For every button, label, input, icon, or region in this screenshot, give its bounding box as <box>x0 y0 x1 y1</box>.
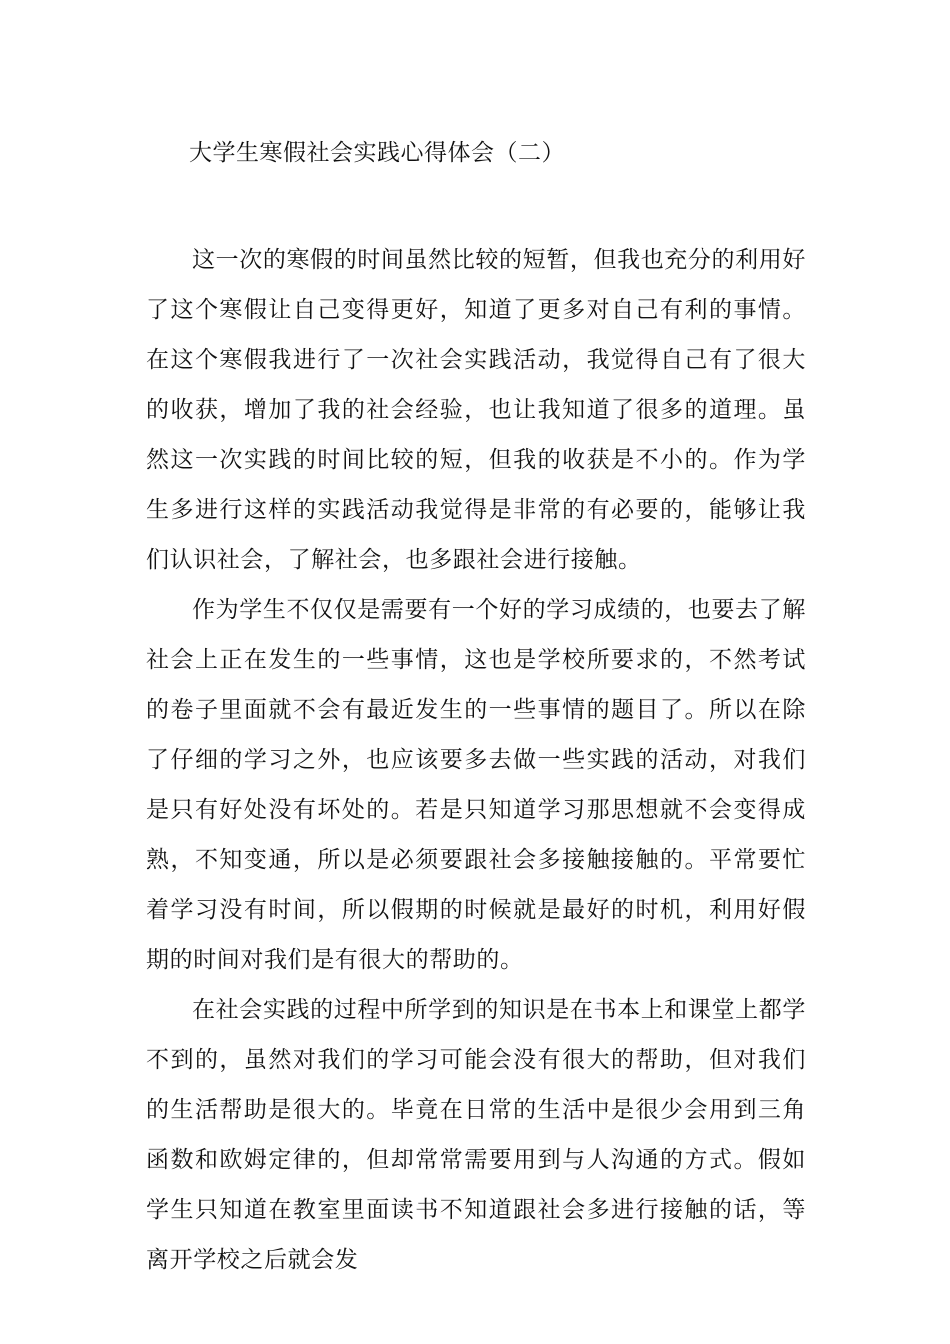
paragraph-3: 在社会实践的过程中所学到的知识是在书本上和课堂上都学不到的，虽然对我们的学习可能会没有很大的帮助，但对我们的生活帮助是很大的。毕竟在日常的生活中是很少会用到三角函数和欧姆定律的，但却常常需要用到与人沟通的方式。假如学生只知道在教室里面读书不知道跟社会多进行接触的话，等离开学校之后就会发 <box>146 997 806 1273</box>
document-title: 大学生寒假社会实践心得体会（二） <box>189 140 565 166</box>
paragraph-1: 这一次的寒假的时间虽然比较的短暂，但我也充分的利用好了这个寒假让自己变得更好，知道了更多对自己有利的事情。在这个寒假我进行了一次社会实践活动，我觉得自己有了很大的收获，增加了我的社会经验，也让我知道了很多的道理。虽然这一次实践的时间比较的短，但我的收获是不小的。作为学生多进行这样的实践活动我觉得是非常的有必要的，能够让我们认识社会，了解社会，也多跟社会进行接触。 <box>146 247 806 573</box>
document-body <box>146 235 806 1285</box>
paragraph-2: 作为学生不仅仅是需要有一个好的学习成绩的，也要去了解社会上正在发生的一些事情，这也是学校所要求的，不然考试的卷子里面就不会有最近发生的一些事情的题目了。所以在除了仔细的学习之外，也应该要多去做一些实践的活动，对我们是只有好处没有坏处的。若是只知道学习那思想就不会变得成熟，不知变通，所以是必须要跟社会多接触接触的。平常要忙着学习没有时间，所以假期的时候就是最好的时机，利用好假期的时间对我们是有很大的帮助的。 <box>146 597 806 973</box>
